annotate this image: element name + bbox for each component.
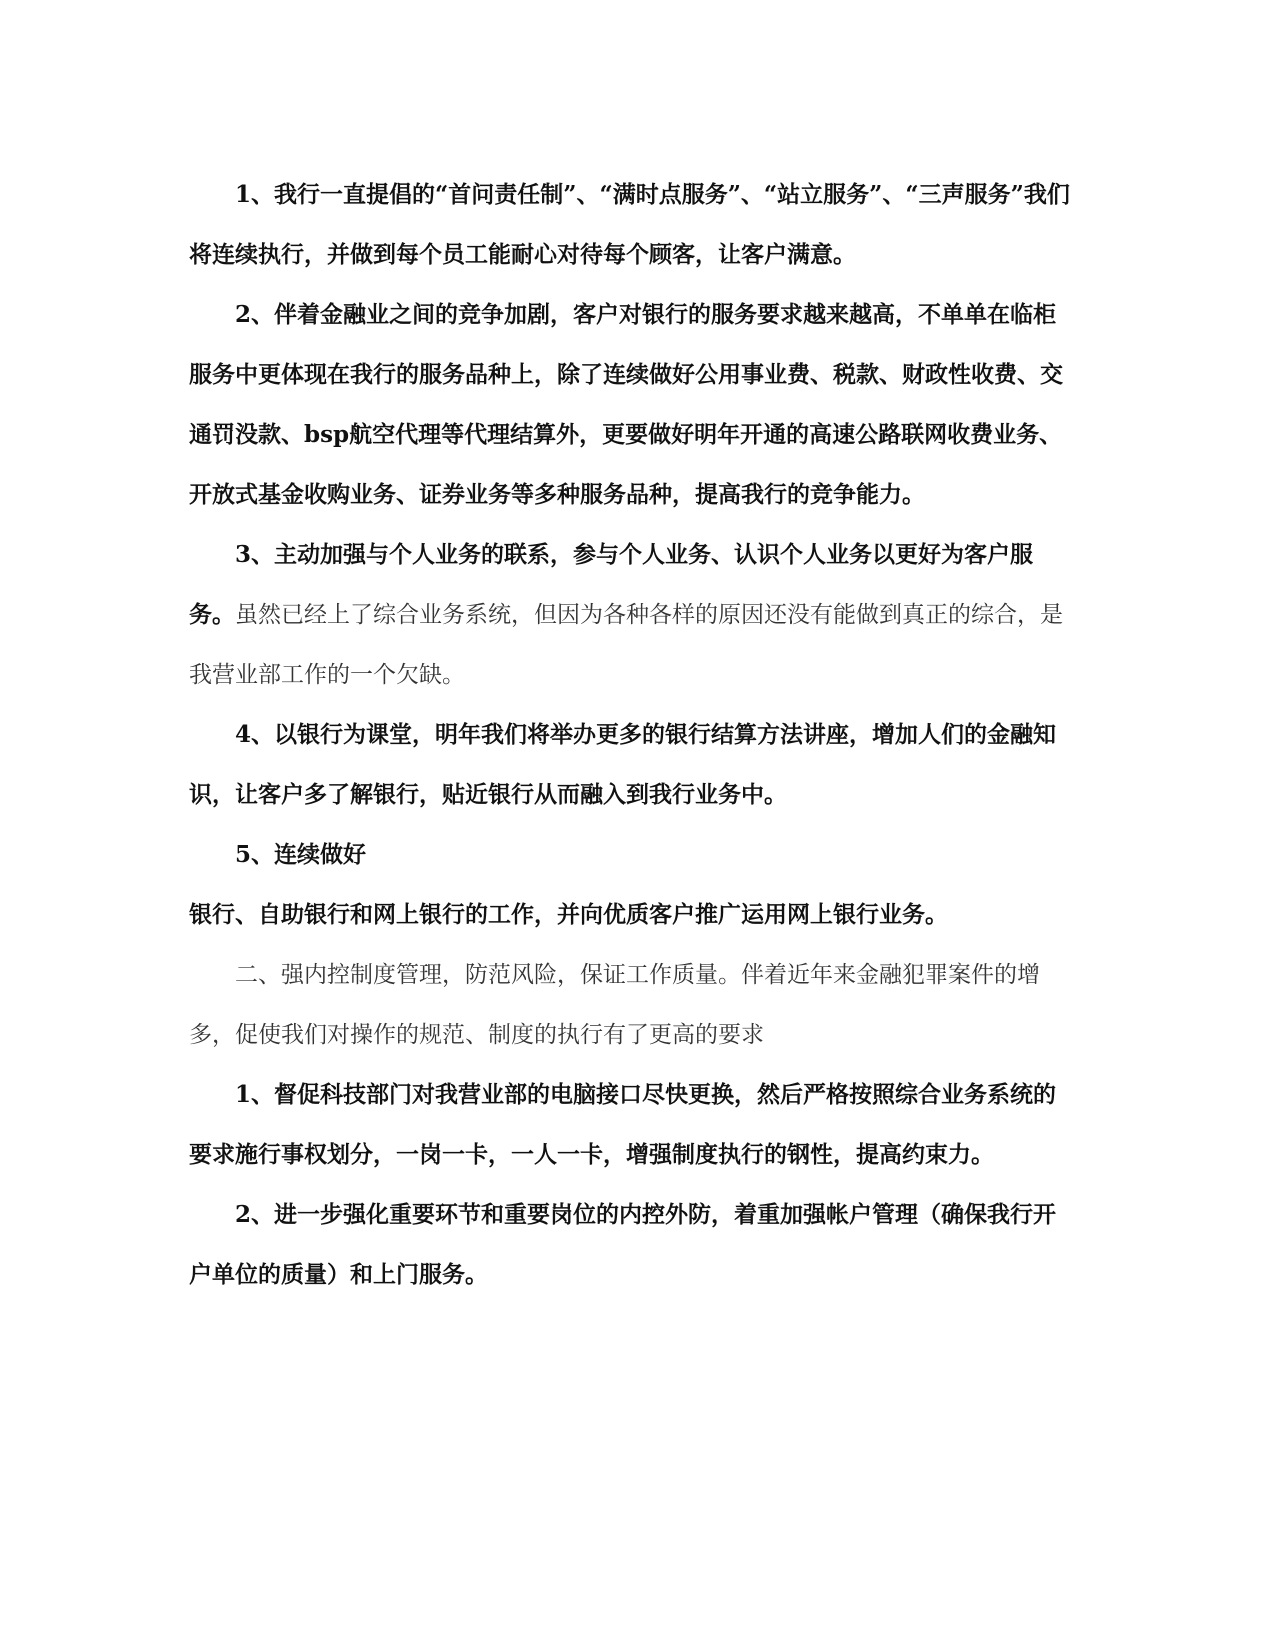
paragraph-service-varieties bbox=[189, 285, 1074, 525]
paragraph-bank-classroom bbox=[189, 705, 1074, 825]
paragraph-text: 5、连续做好 bbox=[235, 841, 367, 868]
paragraph-personal-business bbox=[189, 525, 1074, 705]
paragraph-tech-department bbox=[189, 1065, 1074, 1185]
paragraph-online-banking bbox=[189, 885, 1074, 945]
paragraph-continue-heading bbox=[189, 825, 1074, 885]
paragraph-text: 3、主动加强与个人业务的联系，参与个人业务、认识个人业务以更好为客户服务。 bbox=[189, 541, 1034, 628]
paragraph-text: 2、伴着金融业之间的竞争加剧，客户对银行的服务要求越来越高，不单单在临柜服务中更体现在我行的服务品种上，除了连续做好公用事业费、税款、财政性收费、交通罚没款、bsp航空代理等代理结算外，更要做好明年开通的高速公路联网收费业务、开放式基金收购业务、证券业务等多种服务品种，提高我行的竞争能力。 bbox=[189, 301, 1063, 508]
paragraph-text: 2、进一步强化重要环节和重要岗位的内控外防，着重加强帐户管理（确保我行开户单位的质量）和上门服务。 bbox=[189, 1201, 1057, 1288]
paragraph-text: 1、督促科技部门对我营业部的电脑接口尽快更换，然后严格按照综合业务系统的要求施行事权划分，一岗一卡，一人一卡，增强制度执行的钢性，提高约束力。 bbox=[189, 1081, 1057, 1168]
paragraph-internal-control bbox=[189, 945, 1074, 1065]
paragraph-service-commitment bbox=[189, 165, 1074, 285]
paragraph-text: 银行、自助银行和网上银行的工作，并向优质客户推广运用网上银行业务。 bbox=[189, 901, 948, 928]
paragraph-text: 1、我行一直提倡的“首问责任制”、“满时点服务”、“站立服务”、“三声服务”我们将连续执行，并做到每个员工能耐心对待每个顾客，让客户满意。 bbox=[189, 181, 1070, 268]
paragraph-text-light: 虽然已经上了综合业务系统，但因为各种各样的原因还没有能做到真正的综合，是我营业部工作的一个欠缺。 bbox=[189, 602, 1063, 688]
paragraph-account-management bbox=[189, 1185, 1074, 1305]
paragraph-text: 4、以银行为课堂，明年我们将举办更多的银行结算方法讲座，增加人们的金融知识，让客户多了解银行，贴近银行从而融入到我行业务中。 bbox=[189, 721, 1057, 808]
paragraph-text-light: 二、强内控制度管理，防范风险，保证工作质量。伴着近年来金融犯罪案件的增多，促使我们对操作的规范、制度的执行有了更高的要求 bbox=[189, 962, 1040, 1048]
document-body bbox=[189, 165, 1074, 1305]
